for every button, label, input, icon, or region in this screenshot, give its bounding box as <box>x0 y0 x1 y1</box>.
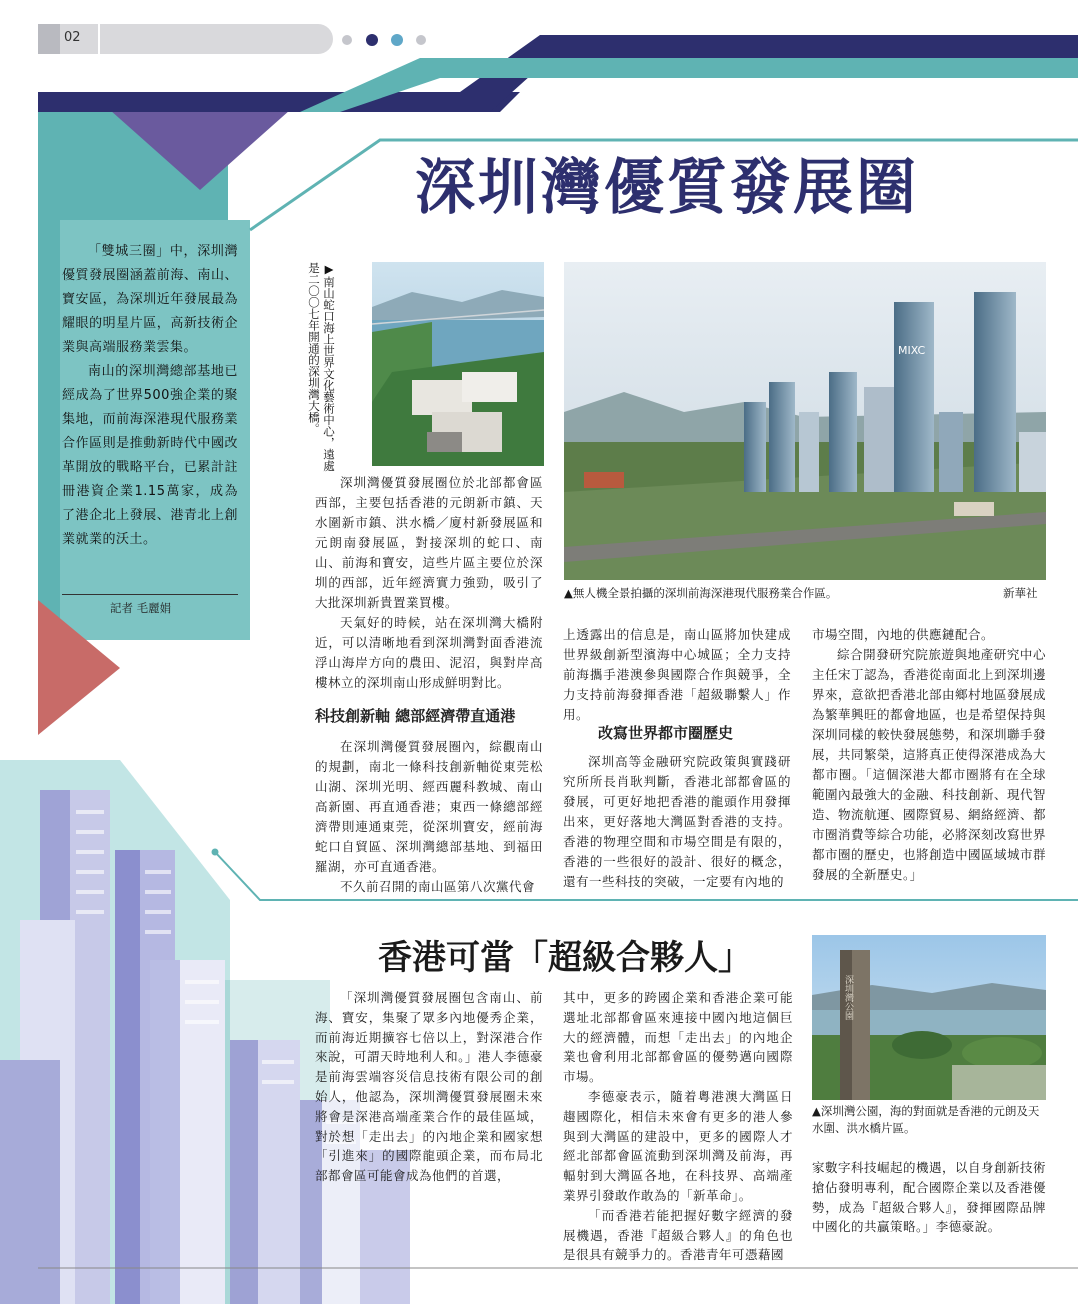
dot-3 <box>391 34 403 46</box>
article1-p4: 不久前召開的南山區第八次黨代會 <box>340 879 536 894</box>
article1-p2: 天氣好的時候，站在深圳灣大橋附近，可以清晰地看到深圳灣對面香港流浮山海岸方向的農田、泥沼，與對岸高樓林立的深圳南山形成鮮明對比。 <box>315 615 543 690</box>
article1-p3: 在深圳灣優質發展圈內，綜觀南山的規劃，南北一條科技創新軸從東莞松山湖、深圳光明、經西麗科教城、南山高新園、再直通香港；東西一條總部經濟帶則連通東莞，從深圳寶安，經前海蛇口自貿區、深圳灣總部基地、到福田羅湖，亦可直通香港。 <box>315 739 543 874</box>
article2-column-1 <box>315 988 543 1186</box>
article1-column-2a <box>563 625 791 725</box>
sidebar-lead: 「雙城三圈」中，深圳灣優質發展圈涵蓋前海、南山、寶安區，為深圳近年發展最為耀眼的明星片區，高新技術企業與高端服務業雲集。 <box>62 244 238 355</box>
byline-rule <box>62 594 238 595</box>
sidebar-para2: 南山的深圳灣總部基地已經成為了世界500強企業的聚集地，而前海深港現代服務業合作區則是推動新時代中國改革開放的戰略平台，已累計註冊港資企業1.15萬家，成為了港企北上發展、港青北上創業就業的沃土。 <box>62 364 238 547</box>
photo-qianhai-credit: 新華社 <box>1003 586 1038 600</box>
article2-p5: 家數字科技崛起的機遇，以自身創新技術搶佔發明專利，配合國際企業以及香港優勢，成為『超級合夥人』，發揮國際品牌中國化的共贏策略。」李德豪說。 <box>812 1160 1047 1235</box>
dot-4 <box>416 35 426 45</box>
article1-p7: 市場空間，內地的供應鏈配合。 <box>812 627 995 642</box>
photo-shenzhen-bay-park-caption: ▲深圳灣公園，海的對面就是香港的元朗及天水圍、洪水橋片區。 <box>812 1104 1040 1135</box>
page-number: 02 <box>64 30 81 45</box>
article1-column-3 <box>812 625 1046 885</box>
article1-p8: 綜合開發研究院旅遊與地產研究中心主任宋丁認為，香港從南面北上到深圳邊界來，意欲把香港北部由鄉村地區發展成為繁華興旺的都會地區，也是希望保持與深圳同樣的較快發展態勢，和深圳聯手發展，共同繁榮，這將真正使得深港成為大都市圈。「這個深港大都市圈將有在全球範圍內最強大的金融、科技創新、現代智造、物流航運、國際貿易、網絡經濟、都市圈消費等綜合功能，必將深刻改寫世界都市圈的歷史，也將創造中國區域城市群發展的全新歷史。」 <box>812 647 1047 882</box>
article2-column-2 <box>563 988 793 1265</box>
article1-subhead-1: 科技創新軸 總部經濟帶直通港 <box>315 707 516 725</box>
photo-sea-world-caption: ▶南山蛇口海上世界文化藝術中心，遠處是二〇〇七年開通的深圳灣大橋。 <box>307 262 336 472</box>
header-divider <box>98 24 100 54</box>
article1-column-1b <box>315 737 543 897</box>
page-title: 深圳灣優質發展圈 <box>415 153 919 223</box>
monolith-text: 深圳灣公園 <box>843 975 853 1020</box>
article2-p1: 「深圳灣優質發展圈包含南山、前海、寶安，集聚了眾多內地優秀企業，而前海近期擴容七倍以上，對深港合作來說，可謂天時地利人和。」港人李德豪是前海雲端容災信息技術有限公司的創始人，他認為，深圳灣優質發展圈未來將會是深港高端產業合作的最佳區域，對於想「走出去」的內地企業和國家想「引進來」的國際龍頭企業，而布局北部都會區可能會成為他們的首選， <box>315 990 543 1184</box>
dot-2 <box>366 34 378 46</box>
photo-sea-world-culture-center <box>372 262 544 466</box>
dot-1 <box>342 35 352 45</box>
article2-column-3 <box>812 1158 1046 1237</box>
photo-qianhai-aerial <box>564 262 1046 580</box>
header-bar <box>38 24 333 54</box>
photo-shenzhen-bay-park <box>812 935 1046 1100</box>
article1-subhead-2: 改寫世界都市圈歷史 <box>598 724 734 742</box>
article1-p5: 上透露出的信息是，南山區將加快建成世界級創新型濱海中心城區；全力支持前海攜手港澳參與國際合作與競爭，全力支持前海發揮香港「超級聯繫人」作用。 <box>563 627 791 722</box>
sidebar-text <box>62 240 238 552</box>
article1-column-1a <box>315 473 543 693</box>
header-dots <box>342 33 432 47</box>
photo-qianhai-caption: ▲無人機全景拍攝的深圳前海深港現代服務業合作區。 <box>564 586 838 600</box>
mixc-sign: MIXC <box>898 344 926 357</box>
article2-p2: 其中，更多的跨國企業和香港企業可能選址北部都會區來連接中國內地這個巨大的經濟體，而想「走出去」的內地企業也會利用北部都會區的優勢邁向國際市場。 <box>563 990 793 1085</box>
article1-p6: 深圳高等金融研究院政策與實踐研究所所長肖耿判斷，香港北部都會區的發展，可更好地把香港的龍頭作用發揮出來，更好落地大灣區對香港的支持。香港的物理空間和市場空間是有限的，香港的一些很好的設計、很好的概念，還有一些科技的突破，一定要有內地的 <box>563 754 791 889</box>
article2-p4: 「而香港若能把握好數字經濟的發展機遇，香港『超級合夥人』的角色也是很具有競爭力的。香港青年可憑藉國 <box>563 1207 793 1263</box>
article1-p1: 深圳灣優質發展圈位於北部都會區西部，主要包括香港的元朗新市鎮、天水圍新市鎮、洪水橋／廈村新發展區和元朗南發展區，對接深圳的蛇口、南山、前海和寶安，這些片區主要位於深圳的西部，近年經濟實力強勁，吸引了大批深圳新貴置業買樓。 <box>315 475 543 610</box>
article2-headline: 香港可當「超級合夥人」 <box>378 938 752 978</box>
article1-column-2b <box>563 752 791 892</box>
byline: 記者 毛麗娟 <box>110 601 172 615</box>
teal-dot <box>212 849 219 856</box>
navy-band <box>38 92 520 112</box>
article2-p3: 李德豪表示，隨着粵港澳大灣區日趨國際化，相信未來會有更多的港人參與到大灣區的建設中，更多的國際人才經北部都會區流動到深圳灣及前海，再輻射到大灣區各地，在科技界、高端產業界引發敢作敢為的「新革命」。 <box>563 1088 793 1203</box>
header-left-block <box>38 24 60 54</box>
